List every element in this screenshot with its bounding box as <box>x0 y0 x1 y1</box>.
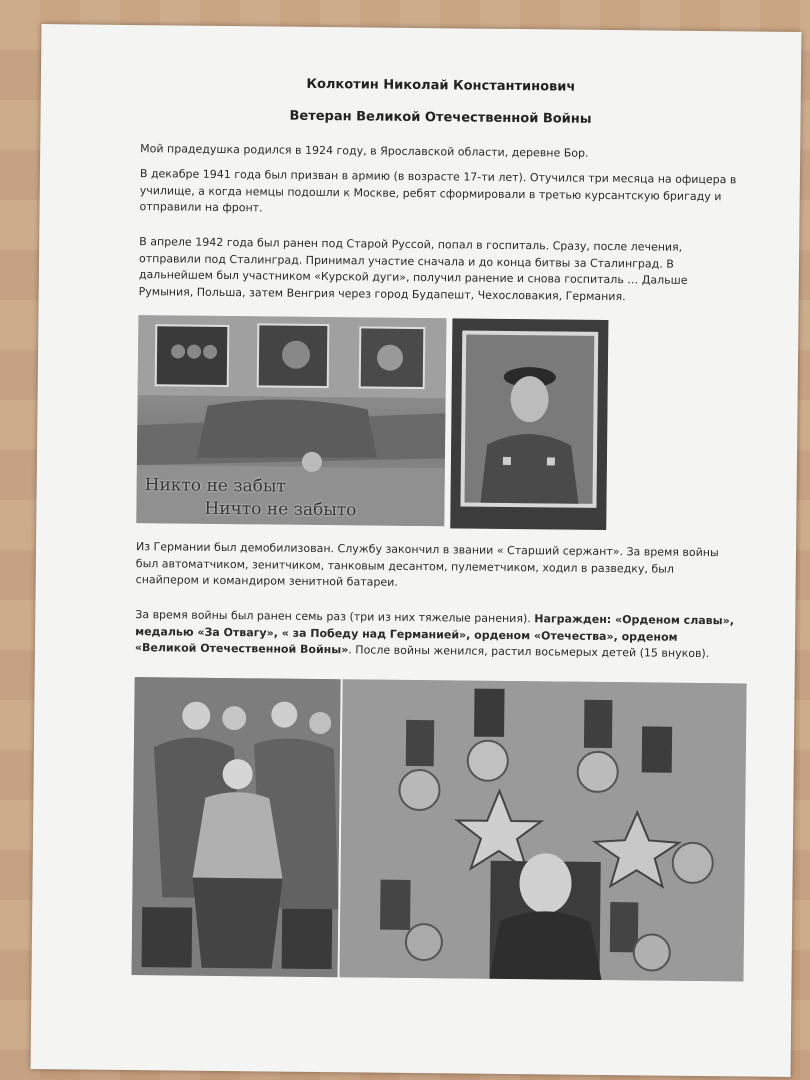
soldiers-group-photo <box>132 677 341 977</box>
document-title: Колкотин Николай Константинович <box>306 76 576 95</box>
paragraph-front: В апреле 1942 года был ранен под Старой Руссой, попал в госпиталь. Сразу, после лечения, отправили под Сталинград. Принимал участие сначала и до конца битвы за Сталинград. В дальнейшем был участником «Курской дуги», получил ранение и снова госпиталь … Дальше Румыния, Польша, затем Венгрия через город Будапешт, Чехословакия, Германия. <box>138 235 688 303</box>
memorial-photo <box>136 315 446 526</box>
medals-photo <box>340 679 747 981</box>
document-content <box>134 25 741 661</box>
paragraph-demobilization: Из Германии был демобилизован. Службу закончил в звании « Старший сержант». За время войны был автоматчиком, зенитчиком, танковым десантом, пулеметчиком, ходил в разведку, был снайпером и командиром зенитной батареи. <box>135 540 719 589</box>
paper-sheet <box>31 24 802 1077</box>
paragraph-awards <box>135 607 735 663</box>
memorial-slogan-1: Никто не забыт <box>144 475 286 497</box>
paragraph-birth: Мой прадедушка родился в 1924 году, в Ярославской области, деревне Бор. <box>140 142 589 160</box>
veteran-portrait-photo <box>450 318 608 530</box>
document-subtitle: Ветеран Великой Отечественной Войны <box>289 108 592 127</box>
awards-list: Награжден: «Орденом славы», медалью «За Отвагу», « за Победу над Германией», орденом «Отечества», орденом «Великой Отечественной Войны» <box>134 612 734 657</box>
memorial-slogan-2: Ничто не забыто <box>204 498 357 521</box>
awards-outro: . После войны женился, растил восьмерых детей (15 внуков). <box>348 643 710 661</box>
awards-intro: За время войны был ранен семь раз (три из них тяжелые ранения). <box>135 608 535 626</box>
paragraph-conscription: В декабре 1941 года был призван в армию (в возрасте 17-ти лет). Отучился три месяца на офицера в училище, а когда немцы подошли к Москве, ребят сформировали в третью курсантскую бригаду и отправили на фронт. <box>139 167 737 215</box>
